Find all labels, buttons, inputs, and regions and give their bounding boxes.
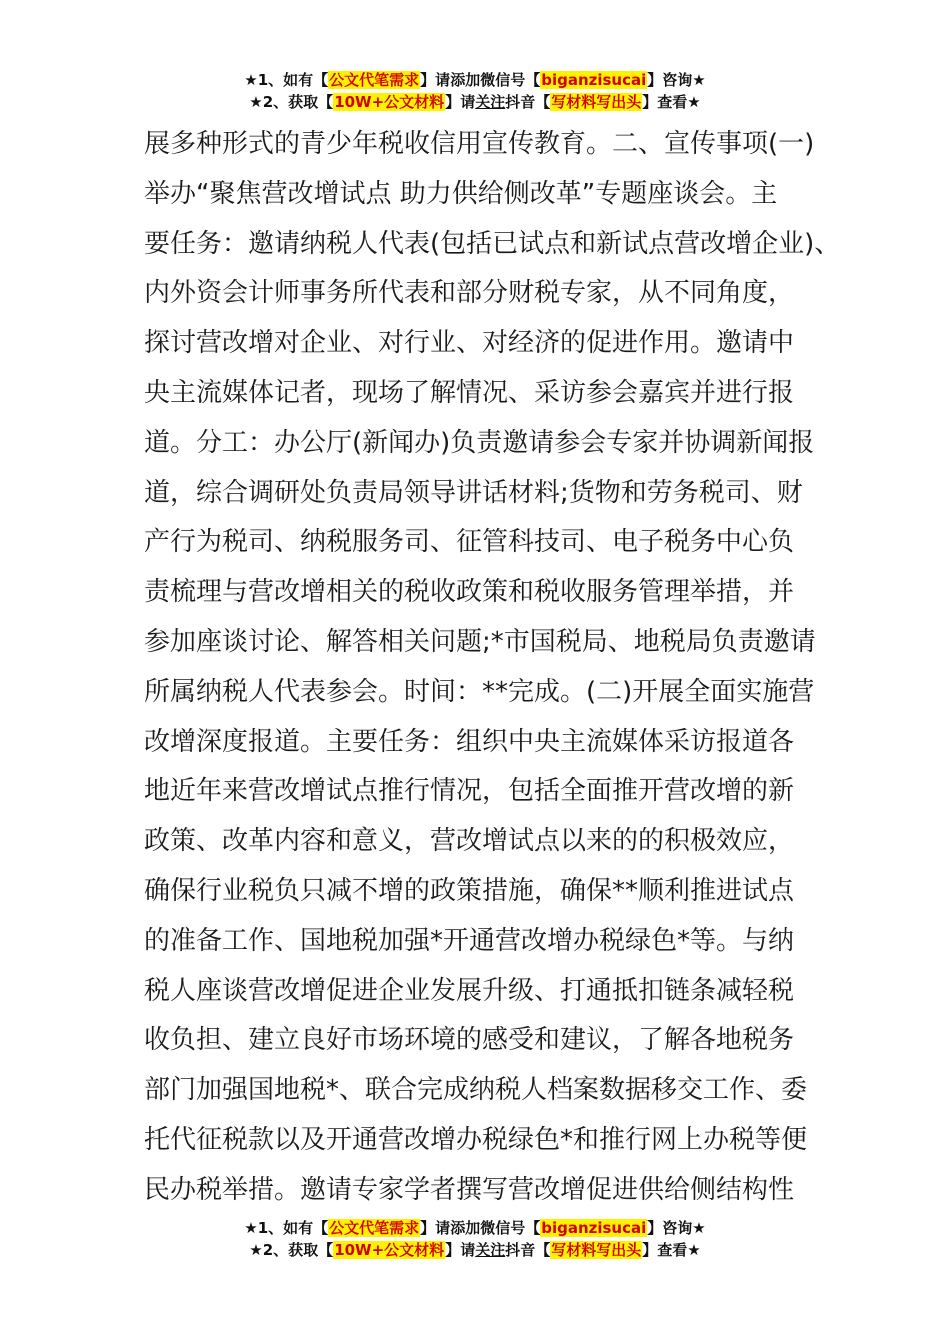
wechat-id-highlight: biganzisucai xyxy=(541,1219,647,1237)
promo-footer xyxy=(0,1217,950,1261)
body-line: 部门加强国地税*、联合完成纳税人档案数据移交工作、委 xyxy=(144,1075,808,1106)
promo-line-1: ★1、如有【公文代笔需求】请添加微信号【biganzisucai】咨询★ xyxy=(244,1219,706,1237)
body-line: 举办“聚焦营改增试点 助力供给侧改革”专题座谈会。主 xyxy=(144,178,778,209)
document-body xyxy=(144,120,844,1216)
service-highlight: 公文代笔需求 xyxy=(329,1219,420,1237)
body-line: 内外资会计师事务所代表和部分财税专家，从不同角度， xyxy=(144,278,795,309)
promo-line-2: ★2、获取【10W+公文材料】请关注抖音【写材料写出头】查看★ xyxy=(249,1241,701,1259)
body-line: 确保行业税负只减不增的政策措施，确保**顺利推进试点 xyxy=(144,875,795,906)
body-line: 税人座谈营改增促进企业发展升级、打通抵扣链条减轻税 xyxy=(144,975,795,1006)
body-line: 政策、改革内容和意义，营改增试点以来的的积极效应， xyxy=(144,826,795,857)
body-line: 要任务：邀请纳税人代表(包括已试点和新试点营改增企业)、 xyxy=(144,228,841,259)
body-line: 的准备工作、国地税加强*开通营改增办税绿色*等。与纳 xyxy=(144,925,795,956)
body-line: 托代征税款以及开通营改增办税绿色*和推行网上办税等便 xyxy=(144,1124,808,1155)
body-line: 收负担、建立良好市场环境的感受和建议，了解各地税务 xyxy=(144,1025,795,1056)
body-line: 改增深度报道。主要任务：组织中央主流媒体采访报道各 xyxy=(144,726,795,757)
service-highlight: 公文代笔需求 xyxy=(329,71,420,89)
body-line: 产行为税司、纳税服务司、征管科技司、电子税务中心负 xyxy=(144,527,795,558)
materials-highlight: 10W+公文材料 xyxy=(334,93,445,111)
promo-line-1: ★1、如有【公文代笔需求】请添加微信号【biganzisucai】咨询★ xyxy=(244,71,706,89)
materials-highlight: 10W+公文材料 xyxy=(334,1241,445,1259)
body-line: 民办税举措。邀请专家学者撰写营改增促进供给侧结构性 xyxy=(144,1174,795,1205)
body-line: 地近年来营改增试点推行情况，包括全面推开营改增的新 xyxy=(144,776,795,807)
body-line: 责梳理与营改增相关的税收政策和税收服务管理举措，并 xyxy=(144,577,795,608)
douyin-account-highlight: 写材料写出头 xyxy=(551,93,642,111)
promo-header xyxy=(0,69,950,113)
body-line: 央主流媒体记者，现场了解情况、采访参会嘉宾并进行报 xyxy=(144,377,795,408)
body-line: 展多种形式的青少年税收信用宣传教育。二、宣传事项(一) xyxy=(144,129,815,159)
promo-line-2: ★2、获取【10W+公文材料】请关注抖音【写材料写出头】查看★ xyxy=(249,93,701,111)
body-line: 道。分工：办公厅(新闻办)负责邀请参会专家并协调新闻报 xyxy=(144,427,815,458)
douyin-account-highlight: 写材料写出头 xyxy=(551,1241,642,1259)
body-line: 道，综合调研处负责局领导讲话材料;货物和劳务税司、财 xyxy=(144,477,803,508)
wechat-id-highlight: biganzisucai xyxy=(541,71,647,89)
body-line: 所属纳税人代表参会。时间：**完成。(二)开展全面实施营 xyxy=(144,676,815,707)
body-line: 参加座谈讨论、解答相关问题;*市国税局、地税局负责邀请 xyxy=(144,626,816,657)
body-line: 探讨营改增对企业、对行业、对经济的促进作用。邀请中 xyxy=(144,328,795,359)
